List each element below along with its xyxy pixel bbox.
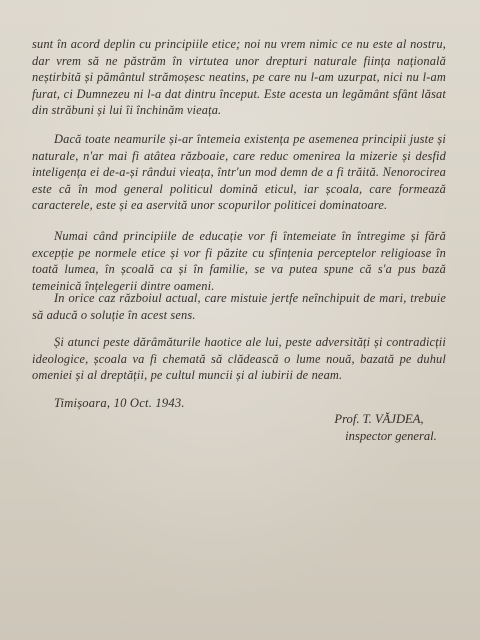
paragraph-4: In orice caz războiul actual, care mistuie jertfe neînchipuit de mari, trebuie să aducă o soluție în acest sens. bbox=[32, 291, 446, 322]
signature-name: Prof. T. VĂJDEA, bbox=[334, 412, 424, 426]
paragraph-2: Dacă toate neamurile și-ar întemeia existența pe asemenea principii juste și naturale, n'ar mai fi atâtea războaie, care reduc omenirea la mizerie și desfid inteligența ei de-a-și rândui vieața, într'un mod demn de a fi trăită. Nenorocirea este că în mod general politicul domină eticul, iar școala, care formează caracterele, este și ea aservită unor scopurilor politicei dominatoare. bbox=[32, 132, 446, 213]
paragraph-3: Numai când principiile de educație vor fi întemeiate în întregime și fără excepție pe normele etice și vor fi păzite cu sfințenia perceptelor religioase în toată lumea, în școală ca și în familie, se va putea spune că s'a pus bază temeinică înțelegerii dintre oameni. bbox=[32, 229, 446, 293]
signature-block bbox=[318, 411, 468, 445]
signature-title: inspector general. bbox=[345, 429, 437, 443]
paragraph-1: sunt în acord deplin cu principiile etice; noi nu vrem nimic ce nu este al nostru, dar vrem să ne păstrăm în virtutea unor drepturi naturale ființa națională neștirbită și pământul strămoșesc neatins, pe care nu l-am uzurpat, nici nu l-am furat, ci Dumnezeu ni l-a dat dintru început. Este acesta un legământ sfânt lăsat din străbuni și lui îi închinăm vieața. bbox=[32, 37, 446, 118]
place-and-date: Timișoara, 10 Oct. 1943. bbox=[54, 396, 185, 410]
paragraph-5: Și atunci peste dărâmăturile haotice ale lui, peste adversități și contradicții ideologice, școala va fi chemată să clădească o lume nouă, bazată pe duhul omeniei și al dreptății, pe cultul muncii și al iubirii de neam. bbox=[32, 335, 446, 383]
